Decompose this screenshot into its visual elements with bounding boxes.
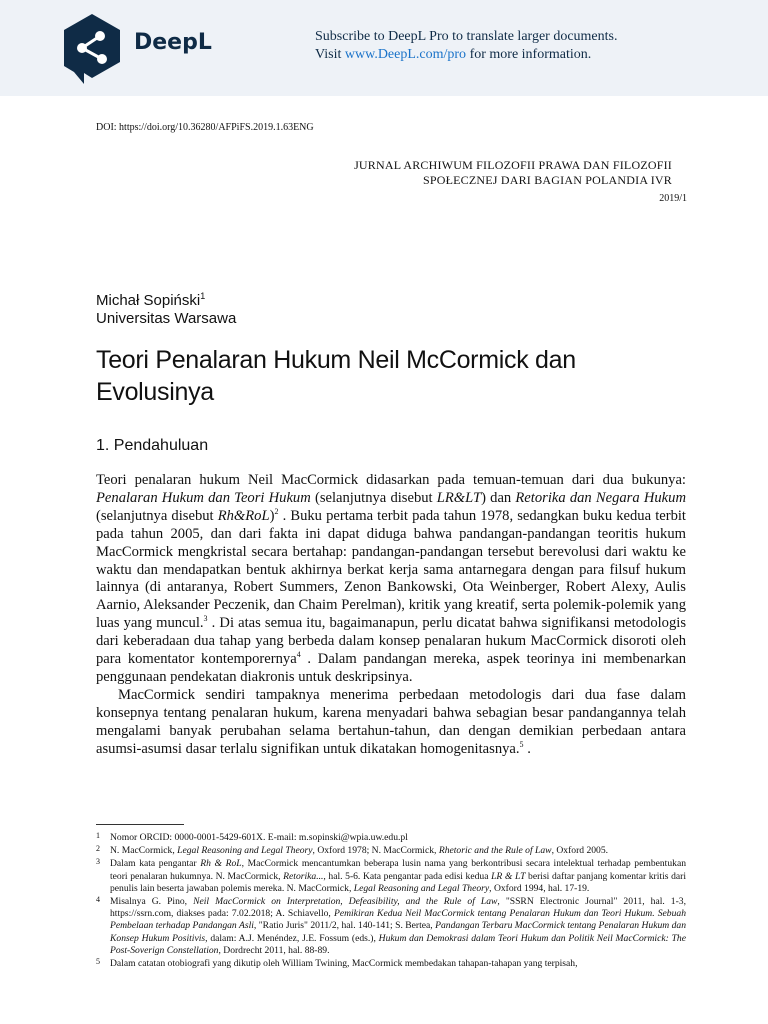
footnote-1: 1 Nomor ORCID: 0000-0001-5429-601X. E-mail: m.sopinski@wpia.uw.edu.pl: [96, 831, 408, 843]
author-name: Michał Sopiński$^1$: [96, 291, 206, 309]
footnote-ref: 1: [200, 291, 206, 301]
journal-name: JURNAL ARCHIWUM FILOZOFII PRAWA DAN FILOZOFII SPOŁECZNEJ DARI BAGIAN POLANDIA IVR: [354, 158, 672, 187]
section-heading: 1. Pendahuluan: [96, 437, 209, 454]
footnote-2: 2 N. MacCormick, Legal Reasoning and Legal Theory, Oxford 1978; N. MacCormick, Rhetoric and the Rule of Law, Oxford 2005.: [96, 844, 609, 857]
doi-line: DOI: https://doi.org/10.36280/AFPiFS.2019.1.63ENG: [96, 122, 314, 133]
footnote-ref: 5: [519, 739, 524, 749]
promo-line-1: Subscribe to DeepL Pro to translate larger documents.: [315, 29, 618, 44]
footnote-ref: 4: [296, 650, 301, 660]
author-block: [96, 287, 236, 328]
brand-name: DeepL: [134, 30, 212, 55]
footnote-5: 5 Dalam catatan otobiografi yang dikutip oleh William Twining, MacCormick membedakan tahapan-tahapan yang terpisah,: [96, 957, 578, 970]
paragraph-2: MacCormick sendiri tampaknya menerima perbedaan metodologis dari dua fase dalam konsepnya tentang penalaran hukum, karena menyadari bahwa sebagian besar pandangannya telah mengalami banyak perubahan selama bertahun-tahun, dan dengan demikian perbedaan antara asumsi-asumsi dasar terlalu signifikan untuk dikatakan homogenitasnya.$^5$ .: [96, 686, 686, 757]
deepl-logo-icon: [60, 12, 124, 84]
footnotes: [96, 832, 686, 971]
affiliation: Universitas Warsawa: [96, 310, 237, 327]
footnote-ref: 2: [274, 506, 279, 516]
issue-number: 2019/1: [659, 193, 687, 204]
deepl-banner: [0, 0, 768, 96]
promo-line-2: Visit www.DeepL.com/pro for more information.: [315, 47, 592, 62]
promo-link[interactable]: www.DeepL.com/pro: [344, 47, 467, 62]
promo-text: [315, 28, 617, 64]
paper-title: Teori Penalaran Hukum Neil McCormick dan Evolusinya: [96, 346, 576, 406]
footnote-3: 3 Dalam kata pengantar Rh & RoL, MacCormick mencantumkan beberapa lusin nama yang berkontribusi secara intelektual terhadap pembentukan teori penalaran hukumnya. N. MacCormick, Retorika..., hal. 5-6. Kata pengantar pada edisi kedua LR & LT berisi daftar panjang komentar kritis dari penulis lain beserta jawaban polemis mereka. N. MacCormick, Legal Reasoning and Legal Theory, Oxford 1994, hal. 17-19.: [96, 857, 686, 894]
footnote-divider: [96, 824, 184, 825]
footnote-4: 4 Misalnya G. Pino, Neil MacCormick on Interpretation, Defeasibility, and the Rule of Law, "SSRN Electronic Journal" 2011, hal. 1-3, https://ssrn.com, diakses pada: 7.02.2018; A. Schiavello, Pemikiran Kedua Neil MacCormick tentang Penalaran Hukum dan Teori Hukum. Sebuah Pembelaan terhadap Pandangan Asli, "Ratio Juris" 2011/2, hal. 140-141; S. Bertea, Pandangan Terbaru MacCormick tentang Penalaran Hukum dan Konsep Hukum Positivis, dalam: A.J. Menéndez, J.E. Fossum (eds.), Hukum dan Demokrasi dalam Teori Hukum dan Politik Neil MacCormick: The Post-Soverign Constellation, Dordrecht 2011, hal. 88-89.: [96, 895, 686, 956]
body-text: [96, 472, 686, 759]
paragraph-1: Teori penalaran hukum Neil MacCormick didasarkan pada temuan-temuan dari dua bukunya: Penalaran Hukum dan Teori Hukum (selanjutnya disebut LR&LT) dan Retorika dan Negara Hukum (selanjutnya disebut Rh&RoL)$^2$ . Buku pertama terbit pada tahun 1978, sedangkan buku kedua terbit pada tahun 2005, dan dari fakta ini dapat diduga bahwa pandangan-pandangan teoritis hukum MacCormick mengkristal secara bertahap: pandangan-pandangan tersebut berevolusi dari waktu ke waktu dan mendapatkan bentuk akhirnya berkat kerja sama antarnegara dengan para filsuf hukum lainnya (di antaranya, Robert Summers, Zenon Bankowski, Ota Weinberger, Robert Alexy, Aulis Aarnio, Aleksander Peczenik, dan Chaim Perelman), kritik yang kreatif, serta polemik-polemik yang luas yang muncul.$^3$ . Di atas semua itu, bagaimanapun, perlu dicatat bahwa signifikansi metodologis dari keberadaan dua tahap yang berbeda dalam konsep penalaran hukum MacCormick disoroti oleh para komentator kontemporernya$^4$ . Dalam pandangan mereka, aspek teorinya ini membenarkan penggunaan pendekatan diakronis untuk deskripsinya.: [96, 472, 686, 685]
footnote-ref: 3: [203, 614, 208, 624]
